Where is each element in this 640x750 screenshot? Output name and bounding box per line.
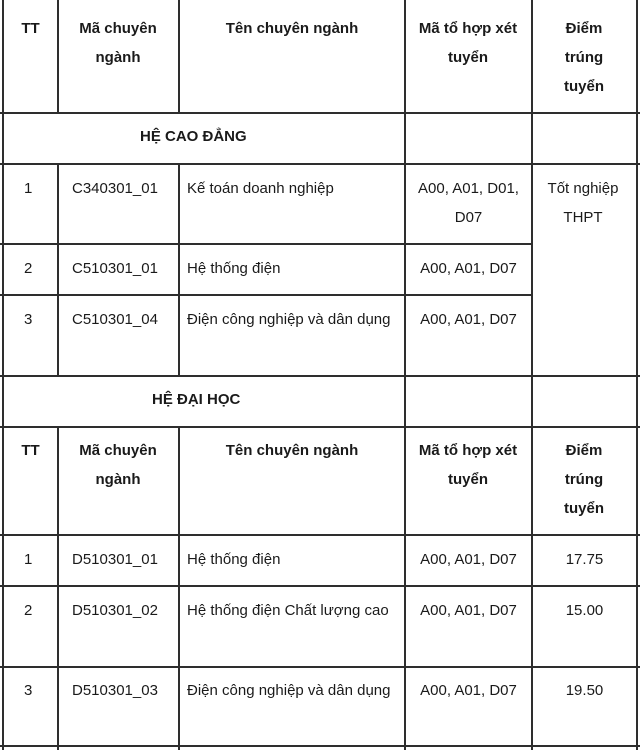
col-header-tt: TT bbox=[21, 20, 40, 37]
cell-to-hop: A00, A01, D07 bbox=[420, 551, 517, 568]
cell-to-hop: A00, A01, D07 bbox=[420, 260, 517, 277]
cell-ma: C510301_01 bbox=[72, 260, 158, 277]
col-header-tt: TT bbox=[21, 442, 40, 459]
cell-diem: 19.50 bbox=[565, 682, 604, 699]
cell-ma: D510301_02 bbox=[72, 602, 158, 619]
cell-ten: Kế toán doanh nghiệp bbox=[187, 180, 334, 197]
cell-tt: 1 bbox=[24, 180, 33, 197]
col-header-ma-chuyen-nganh: Mã chuyên ngành bbox=[79, 20, 157, 66]
col-header-ten-chuyen-nganh: Tên chuyên ngành bbox=[225, 442, 359, 459]
cell-diem-merged: Tốt nghiệp THPT bbox=[547, 180, 619, 226]
cell-ma: D510301_01 bbox=[72, 551, 158, 568]
cell-ma: D510301_03 bbox=[72, 682, 158, 699]
cell-tt: 2 bbox=[24, 260, 33, 277]
cell-to-hop: A00, A01, D07 bbox=[420, 311, 517, 328]
cell-diem: 15.00 bbox=[565, 602, 604, 619]
cell-tt: 2 bbox=[24, 602, 33, 619]
cell-ten: Hệ thống điện Chất lượng cao bbox=[187, 602, 389, 619]
cell-ten: Điện công nghiệp và dân dụng bbox=[187, 682, 391, 699]
section-title-dai-hoc: HỆ ĐẠI HỌC bbox=[152, 391, 241, 408]
col-header-diem: Điểm trúng tuyển bbox=[563, 20, 604, 95]
cell-ma: C510301_04 bbox=[72, 311, 158, 328]
section-title-cao-dang: HỆ CAO ĐẲNG bbox=[140, 128, 247, 145]
cell-tt: 3 bbox=[24, 311, 33, 328]
col-header-ma-to-hop: Mã tổ hợp xét tuyển bbox=[418, 20, 518, 66]
col-header-diem: Điểm trúng tuyển bbox=[563, 442, 604, 517]
cell-ma: C340301_01 bbox=[72, 180, 158, 197]
cell-to-hop: A00, A01, D07 bbox=[420, 602, 517, 619]
col-header-ma-to-hop: Mã tổ hợp xét tuyển bbox=[418, 442, 518, 488]
cell-to-hop: A00, A01, D01, D07 bbox=[418, 180, 519, 226]
cell-tt: 1 bbox=[24, 551, 33, 568]
cell-ten: Hệ thống điện bbox=[187, 551, 281, 568]
cell-tt: 3 bbox=[24, 682, 33, 699]
cell-ten: Hệ thống điện bbox=[187, 260, 281, 277]
cell-diem: 17.75 bbox=[565, 551, 604, 568]
col-header-ten-chuyen-nganh: Tên chuyên ngành bbox=[225, 20, 359, 37]
cell-to-hop: A00, A01, D07 bbox=[420, 682, 517, 699]
col-header-ma-chuyen-nganh: Mã chuyên ngành bbox=[79, 442, 157, 488]
cell-ten: Điện công nghiệp và dân dụng bbox=[187, 311, 391, 328]
